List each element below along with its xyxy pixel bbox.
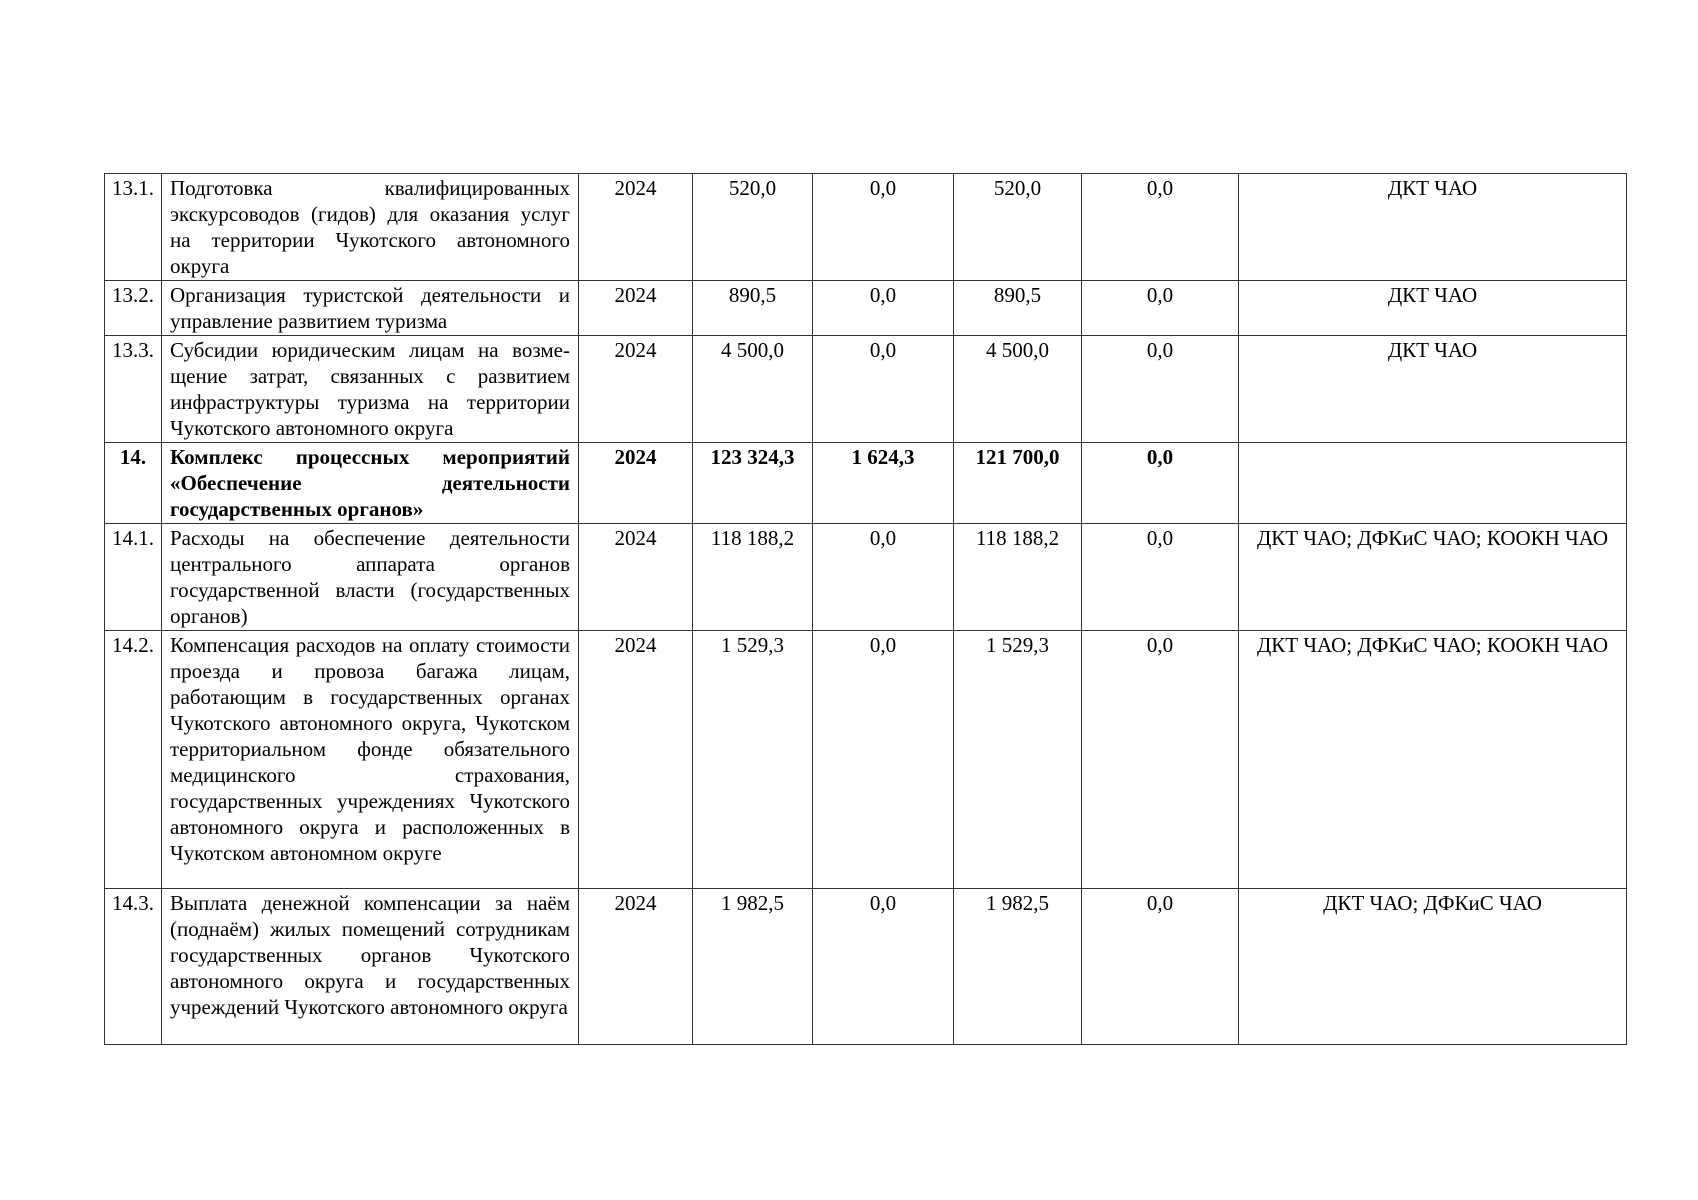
measure-name: Компенсация расходов на оплату стоимости проезда и провоза багажа лицам, работающим в государственных органах Чукотского автономного округа, Чукотском территориальном фонде обязательного медицинского страхования, государственных учреждениях Чукотского автономного округа и расположенных в Чукотском автономном округе (162, 631, 579, 889)
program-measures-table (104, 173, 1627, 1045)
row-number: 14.3. (105, 889, 162, 1045)
regional-amount: 121 700,0 (954, 443, 1082, 524)
executor: ДКТ ЧАО; ДФКиС ЧАО (1239, 889, 1627, 1045)
executor: ДКТ ЧАО; ДФКиС ЧАО; КООКН ЧАО (1239, 524, 1627, 631)
other-amount: 0,0 (1082, 174, 1239, 281)
table-row (105, 174, 1627, 281)
regional-amount: 118 188,2 (954, 524, 1082, 631)
row-number: 13.1. (105, 174, 162, 281)
row-number: 13.2. (105, 281, 162, 336)
executor: ДКТ ЧАО (1239, 174, 1627, 281)
year: 2024 (579, 524, 693, 631)
total-amount: 118 188,2 (693, 524, 813, 631)
regional-amount: 890,5 (954, 281, 1082, 336)
other-amount: 0,0 (1082, 336, 1239, 443)
other-amount: 0,0 (1082, 281, 1239, 336)
federal-amount: 1 624,3 (813, 443, 954, 524)
year: 2024 (579, 281, 693, 336)
regional-amount: 1 982,5 (954, 889, 1082, 1045)
executor: ДКТ ЧАО (1239, 336, 1627, 443)
federal-amount: 0,0 (813, 336, 954, 443)
measure-name: Комплекс процессных мероприятий «Обеспечение деятельности государственных органов» (162, 443, 579, 524)
measure-name: Подготовка квалифицированных экскурсоводов (гидов) для оказания услуг на территории Чукотского автономного округа (162, 174, 579, 281)
other-amount: 0,0 (1082, 631, 1239, 889)
table-row-section (105, 443, 1627, 524)
table-row (105, 631, 1627, 889)
year: 2024 (579, 336, 693, 443)
year: 2024 (579, 443, 693, 524)
other-amount: 0,0 (1082, 443, 1239, 524)
measure-name: Организация туристской деятельности и управление развитием туризма (162, 281, 579, 336)
total-amount: 520,0 (693, 174, 813, 281)
measure-name: Субсидии юридическим лицам на возмещение затрат, связанных с развитием инфраструктуры туризма на территории Чукотского автономного округа (162, 336, 579, 443)
regional-amount: 520,0 (954, 174, 1082, 281)
row-number: 14.1. (105, 524, 162, 631)
total-amount: 890,5 (693, 281, 813, 336)
table-row (105, 889, 1627, 1045)
measure-name: Выплата денежной компенсации за наём (поднаём) жилых помещений сотрудникам государственных органов Чукотского автономного округа и государственных учреждений Чукотского автономного округа (162, 889, 579, 1045)
row-number: 14. (105, 443, 162, 524)
total-amount: 1 529,3 (693, 631, 813, 889)
federal-amount: 0,0 (813, 281, 954, 336)
table-row (105, 336, 1627, 443)
executor (1239, 443, 1627, 524)
year: 2024 (579, 631, 693, 889)
total-amount: 4 500,0 (693, 336, 813, 443)
other-amount: 0,0 (1082, 889, 1239, 1045)
total-amount: 1 982,5 (693, 889, 813, 1045)
row-number: 13.3. (105, 336, 162, 443)
regional-amount: 4 500,0 (954, 336, 1082, 443)
total-amount: 123 324,3 (693, 443, 813, 524)
other-amount: 0,0 (1082, 524, 1239, 631)
executor: ДКТ ЧАО (1239, 281, 1627, 336)
federal-amount: 0,0 (813, 631, 954, 889)
regional-amount: 1 529,3 (954, 631, 1082, 889)
measure-name: Расходы на обеспечение деятельности центрального аппарата органов государственной власти (государственных органов) (162, 524, 579, 631)
year: 2024 (579, 174, 693, 281)
federal-amount: 0,0 (813, 174, 954, 281)
federal-amount: 0,0 (813, 524, 954, 631)
year: 2024 (579, 889, 693, 1045)
table-row (105, 524, 1627, 631)
federal-amount: 0,0 (813, 889, 954, 1045)
row-number: 14.2. (105, 631, 162, 889)
table-row (105, 281, 1627, 336)
executor: ДКТ ЧАО; ДФКиС ЧАО; КООКН ЧАО (1239, 631, 1627, 889)
